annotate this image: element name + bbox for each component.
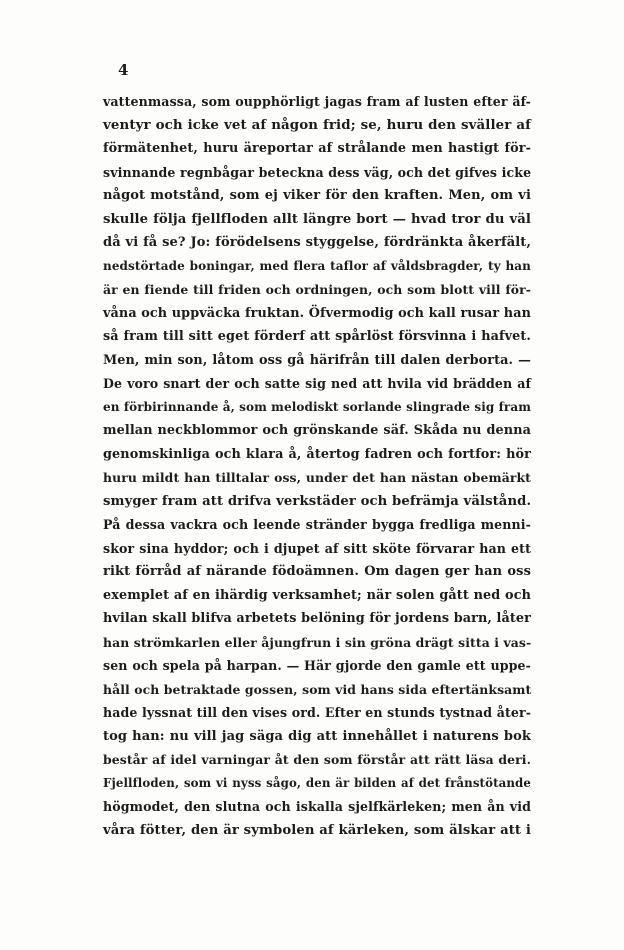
text-line: då vi få se? Jo: förödelsens styggelse, fördränkta åkerfält, — [103, 235, 531, 250]
text-line: sen och spela på harpan. — Här gjorde den gamle ett uppe- — [103, 658, 531, 673]
text-line: våra fötter, den är symbolen af kärleken, som älskar att i — [103, 822, 531, 838]
text-line: Fjellfloden, som vi nyss sågo, den är bilden af det frånstötande — [103, 775, 531, 790]
text-line: rikt förråd af närande födoämnen. Om dagen ger han oss — [103, 564, 531, 579]
text-line: exemplet af en ihärdig verksamhet; när solen gått ned och — [103, 587, 531, 603]
text-line: en förbirinnande å, som melodiskt sorlande slingrade sig fram — [103, 399, 531, 414]
text-line: nedstörtade boningar, med flera taflor af våldsbragder, ty han — [103, 258, 531, 273]
text-line: På dessa vackra och leende stränder bygga fredliga menni- — [103, 517, 531, 532]
text-line: mellan neckblommor och grönskande säf. Skåda nu denna — [103, 423, 531, 438]
text-line: skor sina hyddor; och i djupet af sitt sköte förvarar han ett — [103, 540, 531, 556]
text-line: hvilan skall blifva arbetets belöning för jordens barn, låter — [103, 611, 531, 626]
text-line: så fram till sitt eget förderf att spårlöst försvinna i hafvet. — [103, 329, 531, 344]
text-line: något motstånd, som ej viker för den kraften. Men, om vi — [103, 188, 531, 203]
text-line: ventyr och icke vet af någon frid; se, huru den sväller af — [103, 116, 531, 133]
text-line: hade lyssnat till den vises ord. Efter en stunds tystnad åter- — [103, 705, 532, 720]
text-line: huru mildt han tilltalar oss, under det han nästan obemärkt — [103, 470, 531, 485]
text-line: skulle följa fjellfloden allt längre bort — hvad tror du väl — [103, 211, 531, 227]
text-line: vattenmassa, som oupphörligt jagas fram af lusten efter äf- — [103, 94, 531, 109]
text-line: håll och betraktade gossen, som vid hans sida eftertänksamt — [103, 681, 532, 697]
text-line: högmodet, den slutna och iskalla sjelfkärleken; men ån vid — [103, 799, 531, 814]
text-line: De voro snart der och satte sig ned att hvila vid brädden af — [103, 376, 531, 391]
text-line: består af idel varningar åt den som förstår att rätt läsa deri. — [103, 752, 531, 767]
text-line: är en fiende till friden och ordningen, och som blott vill för- — [103, 282, 531, 297]
text-line: Men, min son, låtom oss gå härifrån till dalen derborta. — — [103, 352, 531, 368]
page-number: 4 — [118, 61, 129, 79]
text-line: han strömkarlen eller åjungfrun i sin gröna drägt sitta i vas- — [103, 634, 532, 650]
text-line: smyger fram att drifva verkstäder och befrämja välstånd. — [103, 493, 532, 509]
text-line: genomskinliga och klara å, återtog fadren och fortfor: hör — [103, 446, 531, 462]
text-line: förmätenhet, huru äreportar af strålande men hastigt för- — [103, 141, 531, 156]
text-line: svinnande regnbågar beteckna dess väg, och det gifves icke — [103, 164, 532, 180]
text-line: våna och uppväcka fruktan. Öfvermodig och kall rusar han — [103, 305, 531, 321]
text-line: tog han: nu vill jag säga dig att innehållet i naturens bok — [103, 728, 531, 744]
body-text — [103, 90, 531, 842]
